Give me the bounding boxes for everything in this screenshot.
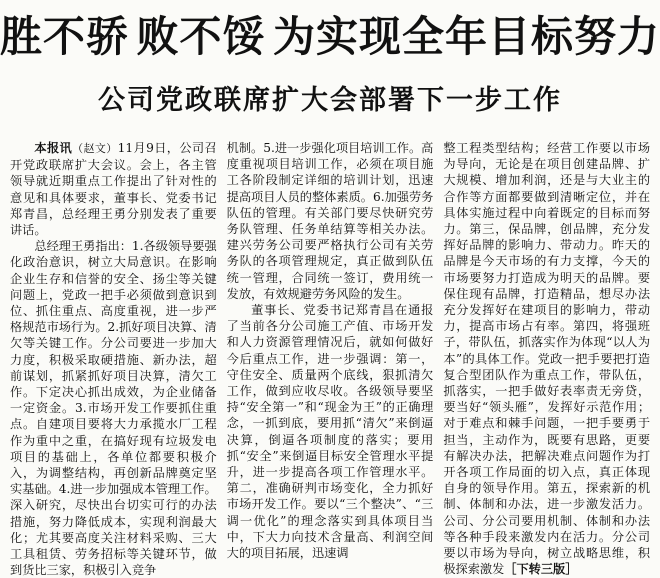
continued-notice: ［下转三版］	[504, 562, 578, 577]
article-paragraph-2: 总经理王勇指出：1.各级领导要强化政治意识，树立大局意识。在影响企业生存和信誉的安全、扬尘等关键问题上，党政一把手必须做到意识到位、抓住重点、高度重视，进一步严格规范市场行为。2.抓好项目决算、清欠等关键工作。分公司要进一步加大力度，积极采取硬措施、新办法，超前谋划，抓紧抓好项目决算，清欠工作。下定决心抓出成效，为企业储备一定资金。3.市场开发工作要抓住重点。自建项目要将大力承揽水厂工程作为重中之重，在搞好现有垃圾发电项目的基础上，各单位都要积极介入，为调整结构，再创新品牌奠定坚实基础。4.进一步加强成本管理工作。深入研究，尽快出台切实可行的办法措施，努力降低成本，实现利润最大化；尤其要高度关注材料采购、三大工具租赁、劳务招标等关键环节，做到货比三家，积极引入竞争	[10, 239, 217, 578]
article-source: 本报讯	[34, 141, 73, 155]
article-paragraph-5: 整工程类型结构；经营工作要以市场为导向，无论是在项目创建品牌、扩大规模、增加利润，还是与大业主的合作等方面都要做到清晰定位，并在具体实施过程中向着既定的目标而努力。第三，保品牌，创品牌，充分发挥好品牌的影响力、带动力。昨天的品牌是今天市场的有力支撑，今天的市场要努力打造成为明天的品牌。要保住现有品牌，打造精品，想尽办法充分发挥好在建项目的影响力，带动力，提高市场占有率。第四，将强班子，带队伍，抓落实作为体现“以人为本”的具体工作。党政一把手要把打造复合型团队作为重点工作，带队伍，抓落实，一把手做好表率责无旁贷，要当好“领头雁”，发挥好示范作用；对于难点和棘手问题，一把手要勇于担当，主动作为，既要有思路，更要有解决办法，把解决难点问题作为打开各项工作局面的切入点，真正体现自身的领导作用。第五，探索新的机制、体制和办法，进一步激发活力。公司、分公司要用机制、体制和办法等各种手段来激发内在活力。分公司要以市场为导向，树立战略思维，积极探索激发	[443, 141, 651, 577]
article-column-1	[10, 140, 217, 578]
article-paragraph-4: 董事长、党委书记郑青昌在通报了当前各分公司施工产值、市场开发和人力资源管理情况后，就如何做好今后重点工作，进一步强调：第一，守住安全、质量两个底线，狠抓清欠工作，做到应收尽收。各级领导要坚持“安全第一”和“现金为王”的正确理念，一抓到底，要用抓“清欠”来倒逼决算，倒逼各项制度的落实；要用抓“安全”来倒逼目标安全管理水平提升，进一步提高各项工作管理水平。第二，准确研判市场变化，全力抓好市场开发工作。要以“三个整决”、“三调一优化”的理念落实到具体项目当中，下大力向技术含量高、利润空间大的项目拓展，迅速调	[226, 303, 434, 561]
article-paragraph-3: 机制。5.进一步强化项目培训工作。高度重视项目培训工作，必须在项目施工各阶段制定详细的培训计划，迅速提高项目人员的整体素质。6.加强劳务队伍的管理。有关部门要尽快研究劳务队管理、任务单结算等相关办法。建兴劳务公司要严格执行公司有关劳务队的各项管理规定，真正做到队伍统一管理，合同统一签订，费用统一发放，有效规避劳务风险的发生。	[226, 141, 434, 301]
headline-part-3: 为实现全年目标努力	[272, 12, 660, 61]
article-author: （赵文）	[72, 142, 118, 155]
subheadline: 公司党政联席扩大会部署下一步工作	[98, 84, 562, 116]
article-paragraph-1: 11月9日，公司召开党政联席扩大会议。会上，各主管领导就近期重点工作提出了针对性的意见和具体要求，董事长、党委书记郑青昌，总经理王勇分别发表了重要讲话。	[10, 141, 217, 238]
article-column-2	[227, 140, 434, 560]
article-column-3	[443, 140, 651, 577]
headline-part-1: 胜不骄	[0, 12, 130, 61]
article-body	[10, 140, 651, 578]
headline-part-2: 败不馁	[136, 12, 266, 61]
headline	[0, 2, 660, 72]
